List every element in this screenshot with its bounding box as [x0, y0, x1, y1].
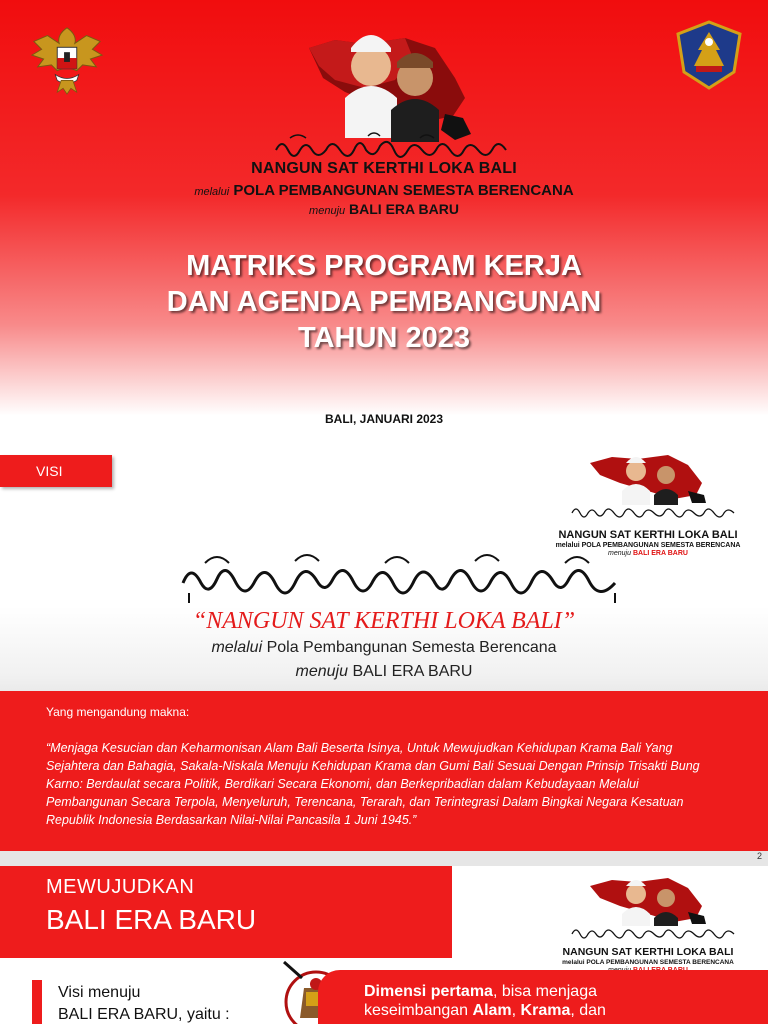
document-date: BALI, JANUARI 2023 [324, 412, 444, 426]
nangun-logo [548, 449, 748, 557]
melalui-word: melalui [211, 639, 263, 656]
logo-title: NANGUN SAT KERTHI LOKA BALI [558, 529, 738, 541]
makna-box [0, 691, 768, 851]
title-line-2: DAN AGENDA PEMBANGUNAN [166, 286, 602, 318]
dimensi-2b: Alam [472, 1002, 512, 1019]
dimensi-rest: , bisa menjaga [492, 983, 597, 1000]
tagline-era [0, 201, 768, 217]
dimensi-2d: Krama [520, 1002, 571, 1019]
title-line-1: MATRIKS PROGRAM KERJA [186, 250, 582, 282]
logo-title-2: NANGUN SAT KERTHI LOKA BALI [562, 946, 734, 958]
tagline-melalui: melalui [194, 186, 230, 198]
dimensi-2e: , dan [570, 1002, 606, 1019]
nangun-quote: “NANGUN SAT KERTHI LOKA BALI” [192, 608, 576, 634]
menuju-word: menuju [295, 663, 348, 680]
dimensi-2c: , [511, 1002, 521, 1019]
tagline-pola [0, 182, 768, 199]
logo-menuju: menuju [608, 550, 632, 557]
dimensi-line-2 [364, 1001, 768, 1020]
tagline-era-text: BALI ERA BARU [349, 201, 459, 217]
title-slide [0, 0, 768, 433]
pola-text: Pola Pembangunan Semesta Berencana [266, 639, 557, 656]
bali-map-portrait-icon [588, 449, 708, 505]
visi-menuju-text [58, 982, 230, 1024]
balinese-script-large [175, 549, 625, 605]
balinese-script-mini [568, 503, 738, 519]
tagline-pola-text: POLA PEMBANGUNAN SEMESTA BERENCANA [233, 182, 574, 199]
balinese-script-graphic [270, 132, 514, 162]
tagline-menuju: menuju [309, 205, 346, 217]
makna-text: “Menjaga Kesucian dan Keharmonisan Alam Bali Beserta Isinya, Untuk Mewujudkan Kehidupan Krama Bali Yang Sejahtera dan Bahagia, Sakala-Niskala Menuju Kehidupan Krama dan Gumi Bali Sesuai Dengan Prinsip Trisakti Bung Karno: Berdaulat secara Politik, Berdikari Secara Ekonomi, dan Berkepribadian dalam Kebudayaan Melalui Pembangunan Secara Terpola, Menyeluruh, Terencana, Terarah, dan Terintegrasi Dalam Bingkai Negara Kesatuan Republik Indonesia Berdasarkan Nilai-Nilai Pancasila 1 Juni 1945.” [46, 741, 700, 827]
bali-province-crest [674, 20, 744, 90]
balinese-script-small [270, 132, 514, 162]
visi-line-1: Visi menuju [58, 984, 141, 1001]
nangun-logo-2 [548, 872, 748, 976]
visi-line-2: BALI ERA BARU, yaitu : [58, 1006, 230, 1023]
visi-tab: VISI [0, 455, 112, 487]
visi-accent-bar [32, 980, 42, 1024]
garuda-pancasila-emblem [28, 20, 106, 98]
logo-subtitle-2: melalui POLA PEMBANGUNAN SEMESTA BERENCANA [562, 959, 734, 966]
dimensi-bold: Dimensi pertama [364, 983, 493, 1000]
tagline-main: NANGUN SAT KERTHI LOKA BALI [251, 160, 517, 177]
visi-slide [0, 433, 768, 866]
page-number: 2 [756, 851, 762, 861]
logo-era-text: BALI ERA BARU [632, 550, 688, 557]
document-title [0, 248, 768, 356]
header-band [0, 866, 452, 958]
dimensi-2a: keseimbangan [364, 1002, 473, 1019]
dimensi-box [318, 970, 768, 1024]
era-text: BALI ERA BARU [352, 663, 473, 680]
mewujudkan-slide [0, 866, 768, 1024]
title-line-3: TAHUN 2023 [298, 322, 470, 354]
bali-map-with-leaders-portrait [305, 18, 475, 143]
balinese-script-mini-2 [568, 924, 738, 940]
makna-label: Yang mengandung makna: [46, 705, 190, 719]
menuju-line [0, 663, 768, 681]
melalui-line [0, 639, 768, 657]
logo-subtitle: melalui POLA PEMBANGUNAN SEMESTA BERENCANA [555, 542, 741, 549]
bali-era-baru-heading: BALI ERA BARU [46, 904, 257, 935]
bali-map-portrait-icon-2 [588, 872, 708, 926]
dimensi-line-1 [364, 982, 768, 1001]
mewujudkan-heading: MEWUJUDKAN [46, 876, 195, 898]
